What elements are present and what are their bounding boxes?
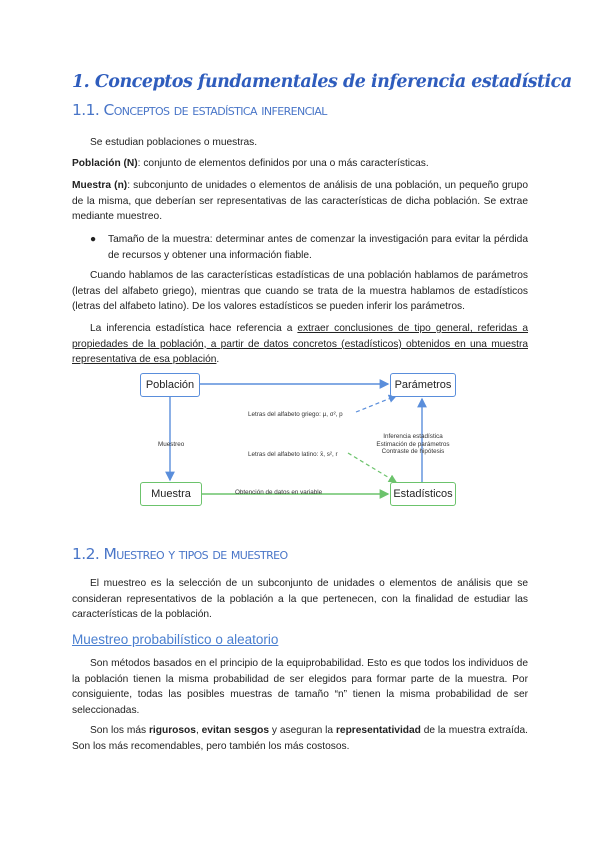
arrow-griego-dashed [356, 396, 396, 412]
parametros-text: Cuando hablamos de las características estadísticas de una población hablamos de parámetros (letras del alfabeto griego), mientras que cuando se trata de la muestra hablamos de estadísticos (letras del alfabeto latino). De los valores estadísticos se pueden inferir los parámetros. [72, 270, 528, 312]
label-alfabeto-latino: Letras del alfabeto latino: x̄, s², r [248, 451, 338, 458]
parametros-paragraph [72, 268, 528, 315]
poblacion-paragraph [72, 156, 528, 172]
label-inferencia-line-2: Estimación de parámetros [376, 440, 450, 448]
muestra-paragraph [72, 178, 528, 225]
muestreo-definition-paragraph [72, 576, 528, 623]
heading-muestreo-tipos: 1.2. Muestreo y tipos de muestreo [72, 545, 288, 563]
prob-p2-g: de la muestra extraída. Son los más recomendables, pero también los más costosos. [72, 725, 528, 752]
label-inferencia-line-1: Inferencia estadística [383, 433, 443, 440]
prob-p2-a: Son los más [90, 725, 149, 736]
label-inferencia [368, 433, 458, 456]
bullet-dot: ● [90, 234, 97, 245]
muestra-term: Muestra (n) [72, 180, 128, 191]
inferencia-diagram [130, 367, 470, 517]
prob-p2-e: y aseguran la [269, 725, 336, 736]
arrow-latino-dashed [348, 453, 396, 482]
probabilistico-paragraph-1 [72, 656, 528, 718]
intro-text: Se estudian poblaciones o muestras. [90, 137, 258, 148]
prob-p2-evitan-sesgos: evitan sesgos [201, 725, 270, 736]
prob-p2-c: , [195, 725, 202, 736]
inferencia-underlined: extraer conclusiones de tipo general, referidas a propiedades de la población, a partir de datos concretos (estadísticos) obtenidos en una muestra representativa de esa población [72, 323, 528, 365]
muestra-definition: : subconjunto de unidades o elementos de análisis de una población, un pequeño grupo de la misma, que deberían ser representativas de las características de dicha población. Se extrae mediante muestreo. [72, 180, 528, 222]
poblacion-definition: : conjunto de elementos definidos por una o más características. [137, 158, 429, 169]
label-alfabeto-griego: Letras del alfabeto griego: μ, σ², p [248, 411, 343, 418]
label-muestreo: Muestreo [158, 441, 185, 448]
prob-p2-rigurosos: rigurosos [148, 725, 196, 736]
intro-paragraph [72, 135, 528, 151]
probabilistico-paragraph-2 [72, 723, 528, 754]
node-poblacion: Población [140, 373, 200, 397]
heading-conceptos-fundamentales: 1. Conceptos fundamentales de inferencia estadística [72, 72, 572, 92]
inferencia-paragraph [72, 321, 528, 368]
inferencia-end: . [216, 354, 220, 365]
node-estadisticos: Estadísticos [390, 482, 456, 506]
bullet-text: Tamaño de la muestra: determinar antes de comenzar la investigación para evitar la pérdida de recursos y obtener una información fiable. [108, 234, 528, 261]
probabilistico-text-1: Son métodos basados en el principio de la equiprobabilidad. Esto es que todos los individuos de la población tienen la misma probabilidad de ser elegidos para formar parte de la muestra. Por consiguiente, todas las posibles muestras de tamaño “n” tienen la misma probabilidad de ser seleccionadas. [72, 658, 528, 716]
node-parametros: Parámetros [390, 373, 456, 397]
heading-muestreo-probabilistico: Muestreo probabilístico o aleatorio [72, 632, 279, 647]
poblacion-term: Población (N) [72, 158, 138, 169]
prob-p2-representatividad: representatividad [335, 725, 421, 736]
node-muestra: Muestra [140, 482, 202, 506]
heading-conceptos-inferencial: 1.1. Conceptos de estadística inferencial [72, 101, 327, 119]
inferencia-start: La inferencia estadística hace referencia a [90, 323, 298, 334]
muestreo-definition: El muestreo es la selección de un subconjunto de unidades o elementos de análisis que se consideran representativos de la población a la que pertenecen, con la finalidad de estudiar las características de la población. [72, 578, 528, 620]
label-obtencion-datos: Obtención de datos en variable [235, 489, 323, 496]
label-inferencia-line-3: Contraste de hipótesis [381, 448, 445, 455]
bullet-tamano-muestra [90, 232, 528, 263]
